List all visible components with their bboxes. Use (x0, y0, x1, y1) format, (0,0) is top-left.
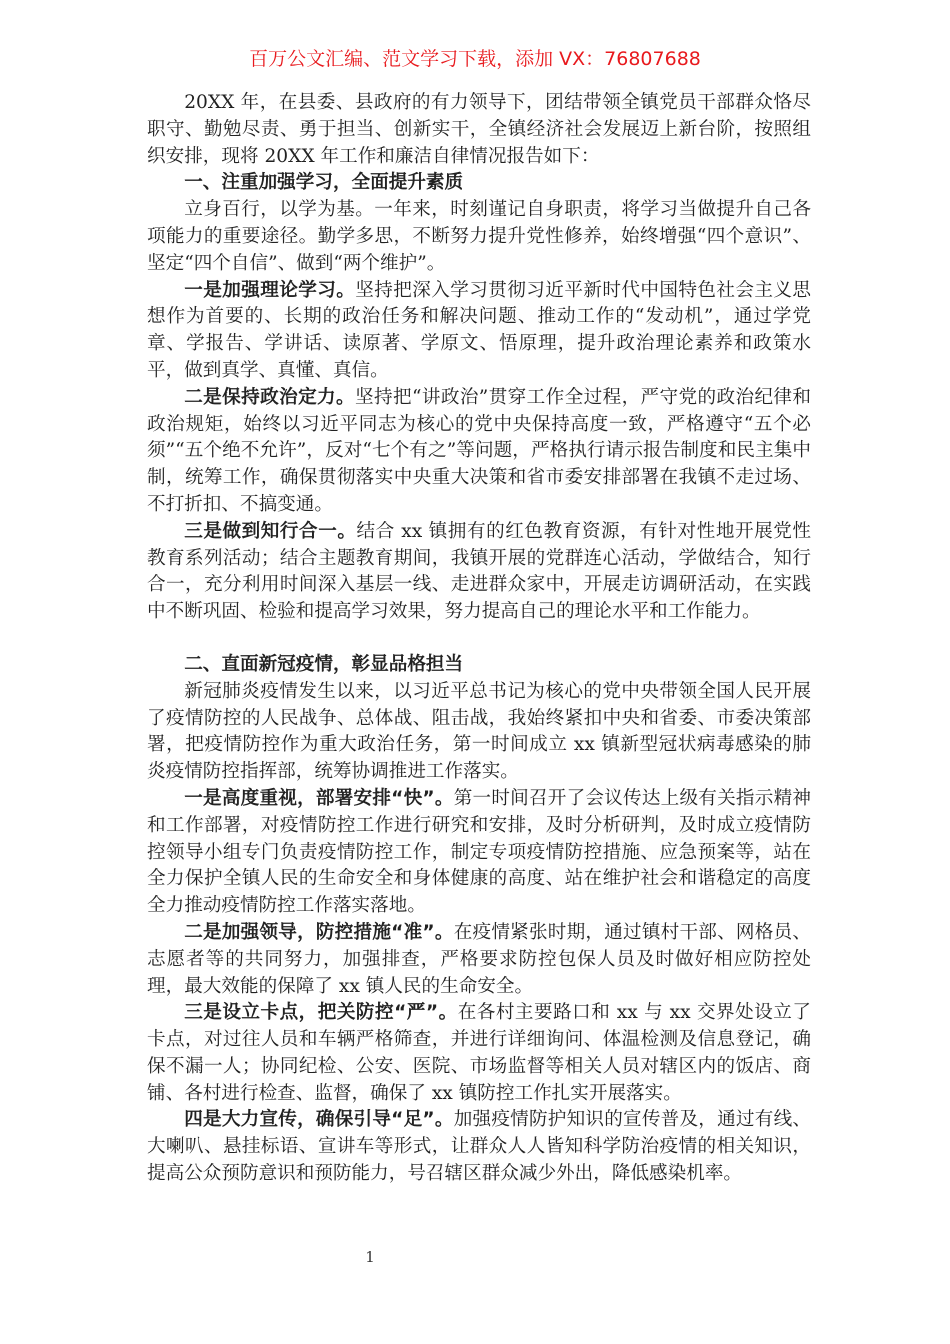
section-1-item-1 (147, 278, 811, 385)
section-2-item-4 (147, 1107, 811, 1187)
item-text: 在各村主要路口和 xx 与 xx 交界处设立了卡点，对过往人员和车辆严格筛查，并进行详细询问、体温检测及信息登记，确保不漏一人；协同纪检、公安、医院、市场监督等相关人员对辖区内的饭店、商铺、各村进行检查、监督，确保了 xx 镇防控工作扎实开展落实。 (147, 1002, 811, 1104)
item-text: 结合 xx 镇拥有的红色教育资源，有针对性地开展党性教育系列活动；结合主题教育期间，我镇开展的党群连心活动，学做结合，知行合一，充分利用时间深入基层一线、走进群众家中，开展走访调研活动，在实践中不断巩固、检验和提高学习效果，努力提高自己的理论水平和工作能力。 (147, 520, 811, 623)
item-lead: 三是做到知行合一。 (184, 520, 357, 542)
item-lead: 二是保持政治定力。 (184, 386, 356, 408)
page-number: 1 (365, 1248, 375, 1266)
item-lead: 一是加强理论学习。 (184, 279, 356, 301)
section-2-item-1 (147, 786, 811, 920)
section-2-item-3 (147, 1000, 811, 1107)
item-text: 坚持把“讲政治”贯穿工作全过程，严守党的政治纪律和政治规矩，始终以习近平同志为核心的党中央保持高度一致，严格遵守“五个必须”“五个绝不允许”，反对“七个有之”等问题，严格执行请示报告制度和民主集中制，统筹工作，确保贯彻落实中央重大决策和省市委安排部署在我镇不走过场、不打折扣、不搞变通。 (147, 386, 811, 515)
item-lead: 三是设立卡点，把关防控“严”。 (184, 1002, 458, 1024)
item-text: 加强疫情防护知识的宣传普及，通过有线、大喇叭、悬挂标语、宣讲车等形式，让群众人人皆知科学防治疫情的相关知识，提高公众预防意识和预防能力，号召辖区群众减少外出，降低感染机率。 (147, 1109, 811, 1185)
section-1-item-3 (147, 519, 811, 626)
section-spacer (147, 626, 811, 652)
document-body (147, 90, 811, 1188)
section-1-intro: 立身百行，以学为基。一年来，时刻谨记自身职责，将学习当做提升自己各项能力的重要途径。勤学多思，不断努力提升党性修养，始终增强“四个意识”、坚定“四个自信”、做到“两个维护”。 (147, 199, 811, 274)
section-2-heading: 二、直面新冠疫情，彰显品格担当 (184, 653, 464, 675)
item-lead: 一是高度重视，部署安排“快”。 (184, 787, 454, 809)
section-2-intro: 新冠肺炎疫情发生以来，以习近平总书记为核心的党中央带领全国人民开展了疫情防控的人民战争、总体战、阻击战，我始终紧扣中央和省委、市委决策部署，把疫情防控作为重大政治任务，第一时间成立 xx 镇新型冠状病毒感染的肺炎疫情防控指挥部，统筹协调推进工作落实。 (147, 680, 811, 783)
item-text: 第一时间召开了会议传达上级有关指示精神和工作部署，对疫情防控工作进行研究和安排，及时分析研判，及时成立疫情防控领导小组专门负责疫情防控工作，制定专项疫情防控措施、应急预案等，站在全力保护全镇人民的生命安全和身体健康的高度、站在维护社会和谐稳定的高度全力推动疫情防控工作落实落地。 (147, 787, 811, 917)
section-1-heading: 一、注重加强学习，全面提升素质 (184, 172, 464, 194)
item-text: 坚持把深入学习贯彻习近平新时代中国特色社会主义思想作为首要的、长期的政治任务和解决问题、推动工作的“发动机”，通过学党章、学报告、学讲话、读原著、学原文、悟原理，提升政治理论素养和政策水平，做到真学、真懂、真信。 (147, 279, 811, 381)
item-text: 在疫情紧张时期，通过镇村干部、网格员、志愿者等的共同努力，加强排查，严格要求防控包保人员及时做好相应防控处理，最大效能的保障了 xx 镇人民的生命安全。 (147, 921, 811, 997)
intro-paragraph: 20XX 年，在县委、县政府的有力领导下，团结带领全镇党员干部群众恪尽职守、勤勉尽责、勇于担当、创新实干，全镇经济社会发展迈上新台阶，按照组织安排，现将 20XX 年工作和廉洁自律情况报告如下： (147, 92, 811, 167)
item-lead: 二是加强领导，防控措施“准”。 (184, 921, 454, 943)
section-2-item-2 (147, 920, 811, 1000)
section-1-item-2 (147, 385, 811, 519)
item-lead: 四是大力宣传，确保引导“足”。 (184, 1109, 454, 1131)
promo-banner: 百万公文汇编、范文学习下载，添加 VX：76807688 (249, 48, 701, 70)
